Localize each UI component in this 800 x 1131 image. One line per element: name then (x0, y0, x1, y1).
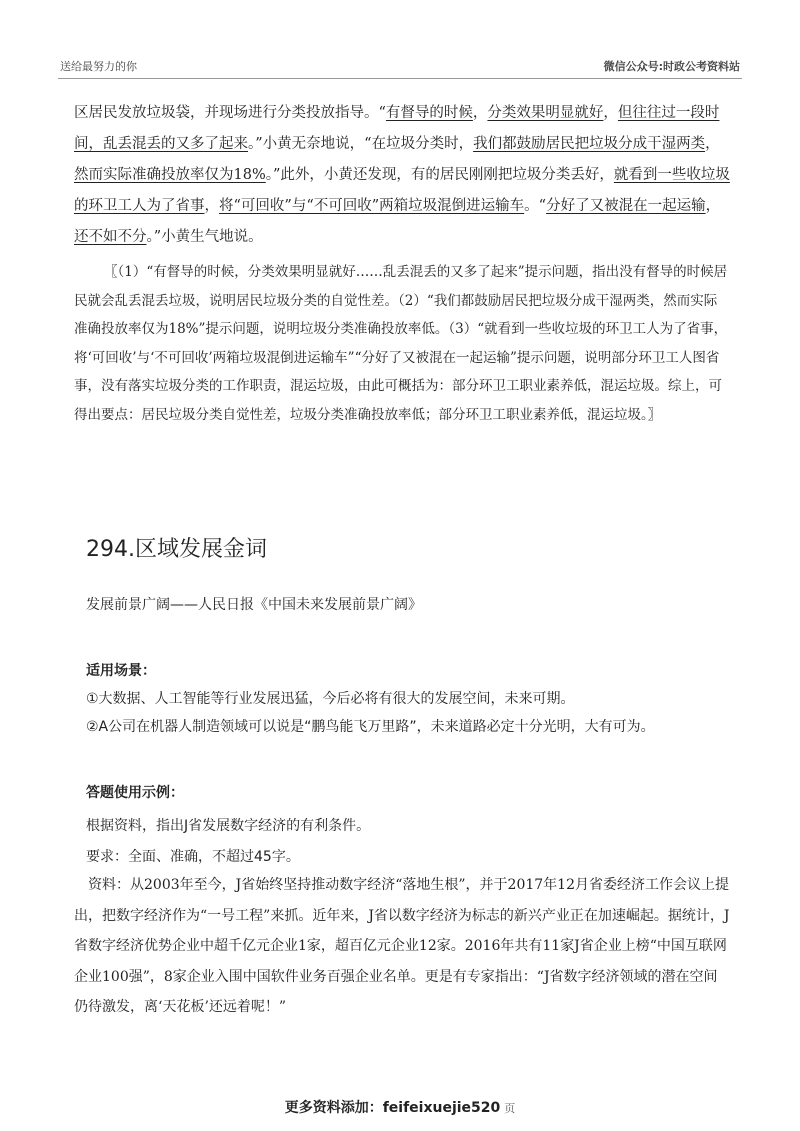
passage-underline: 分好了又被混在一起运输 (546, 198, 706, 214)
passage-text: 。”小黄生气地说。 (146, 229, 263, 245)
example-label: 答题使用示例： (86, 785, 184, 801)
header-wechat-account: 微信公众号:时政公考资料站 (603, 60, 740, 73)
material-text: 资料：从2003年至今，J省始终坚持推动数字经济“落地生根”，并于2017年12月省委经济工作会议上提出，把数字经济作为“一号工程”来抓。近年来，J省以数字经济为标志的新兴产业正在加速崛起。据统计，J省数字经济优势企业中超千亿元企业1家，超百亿元企业12家。2016年共有11家J省企业上榜“中国互联网企业100强”，8家企业入围中国软件业务百强企业名单。更是有专家指出：“J省数字经济领域的潜在空间仍待激发，离‘天花板’还远着呢！” (74, 877, 730, 1015)
passage-text: 区居民发放垃圾袋，并现场进行分类投放指导。“ (74, 105, 386, 121)
passage-text: ， (204, 198, 219, 214)
passage-underline: 分类效果明显就好 (487, 105, 604, 121)
passage-underline: 我们都鼓励居民把垃圾分成干湿两类 (473, 136, 706, 152)
page-footer (0, 1097, 800, 1117)
passage-paragraph (74, 98, 730, 253)
page-header (58, 56, 742, 79)
analysis-text: 〖（1）“有督导的时候，分类效果明显就好……乱丢混丢的又多了起来”提示问题，指出没有督导的时候居民就会乱丢混丢垃圾，说明居民垃圾分类的自觉性差。（2）“我们都鼓励居民把垃圾分成干湿两类，然而实际准确投放率仅为18%”提示问题，说明垃圾分类准确投放率低。（3）“就看到一些收垃圾的环卫工人为了省事，将‘可回收’与‘不可回收’两箱垃圾混倒进运输车”“分好了又被混在一起运输”提示问题，说明部分环卫工人图省事，没有落实垃圾分类的工作职责，混运垃圾，由此可概括为：部分环卫工职业素养低，混运垃圾。综上，可得出要点：居民垃圾分类自觉性差，垃圾分类准确投放率低；部分环卫工职业素养低，混运垃圾。〗 (74, 264, 728, 423)
question-text: 根据资料，指出J省发展数字经济的有利条件。 (86, 818, 371, 834)
requirement-text: 要求：全面、准确，不超过45字。 (86, 849, 300, 865)
passage-text: ， (472, 105, 488, 121)
passage-underline: 然而实际准确投放率仅为18% (74, 167, 266, 183)
passage-underline: 将“可回收”与“不可回收”两箱垃圾混倒进运输车 (219, 198, 525, 214)
passage-text: 。”小黄无奈地说，“在垃圾分类时， (248, 136, 474, 152)
footer-contact: 更多资料添加：feifeixuejie520 (284, 1100, 501, 1116)
scenarios-label: 适用场景： (86, 663, 156, 679)
passage-underline: 有督导的时候 (385, 105, 473, 121)
scenario-item: ①大数据、人工智能等行业发展迅猛，今后必将有很大的发展空间，未来可期。 (86, 691, 575, 707)
page-label: 页 (504, 1102, 516, 1115)
passage-text: ， (603, 105, 618, 121)
material-paragraph (74, 870, 730, 1023)
passage-text: 。”此外，小黄还发现，有的居民刚刚把垃圾分类丢好， (265, 167, 614, 183)
passage-underline: 但往往过一段时间，乱丢混丢的又多了起来 (74, 105, 720, 152)
passage-text: ， (705, 198, 721, 214)
scenario-item: ②A公司在机器人制造领域可以说是“鹏鸟能飞万里路”，未来道路必定十分光明，大有可为。 (86, 719, 655, 735)
golden-phrase: 发展前景广阔——人民日报《中国未来发展前景广阔》 (86, 597, 422, 613)
passage-text: 。“ (524, 198, 547, 214)
answer-analysis (74, 258, 730, 430)
passage-underline: 还不如不分 (74, 229, 147, 245)
header-slogan: 送给最努力的你 (60, 60, 137, 73)
passage-underline: 就看到一些收垃圾的环卫工人为了省事 (74, 167, 730, 214)
section-title: 294.区域发展金词 (86, 537, 267, 562)
passage-text: ， (705, 136, 720, 152)
